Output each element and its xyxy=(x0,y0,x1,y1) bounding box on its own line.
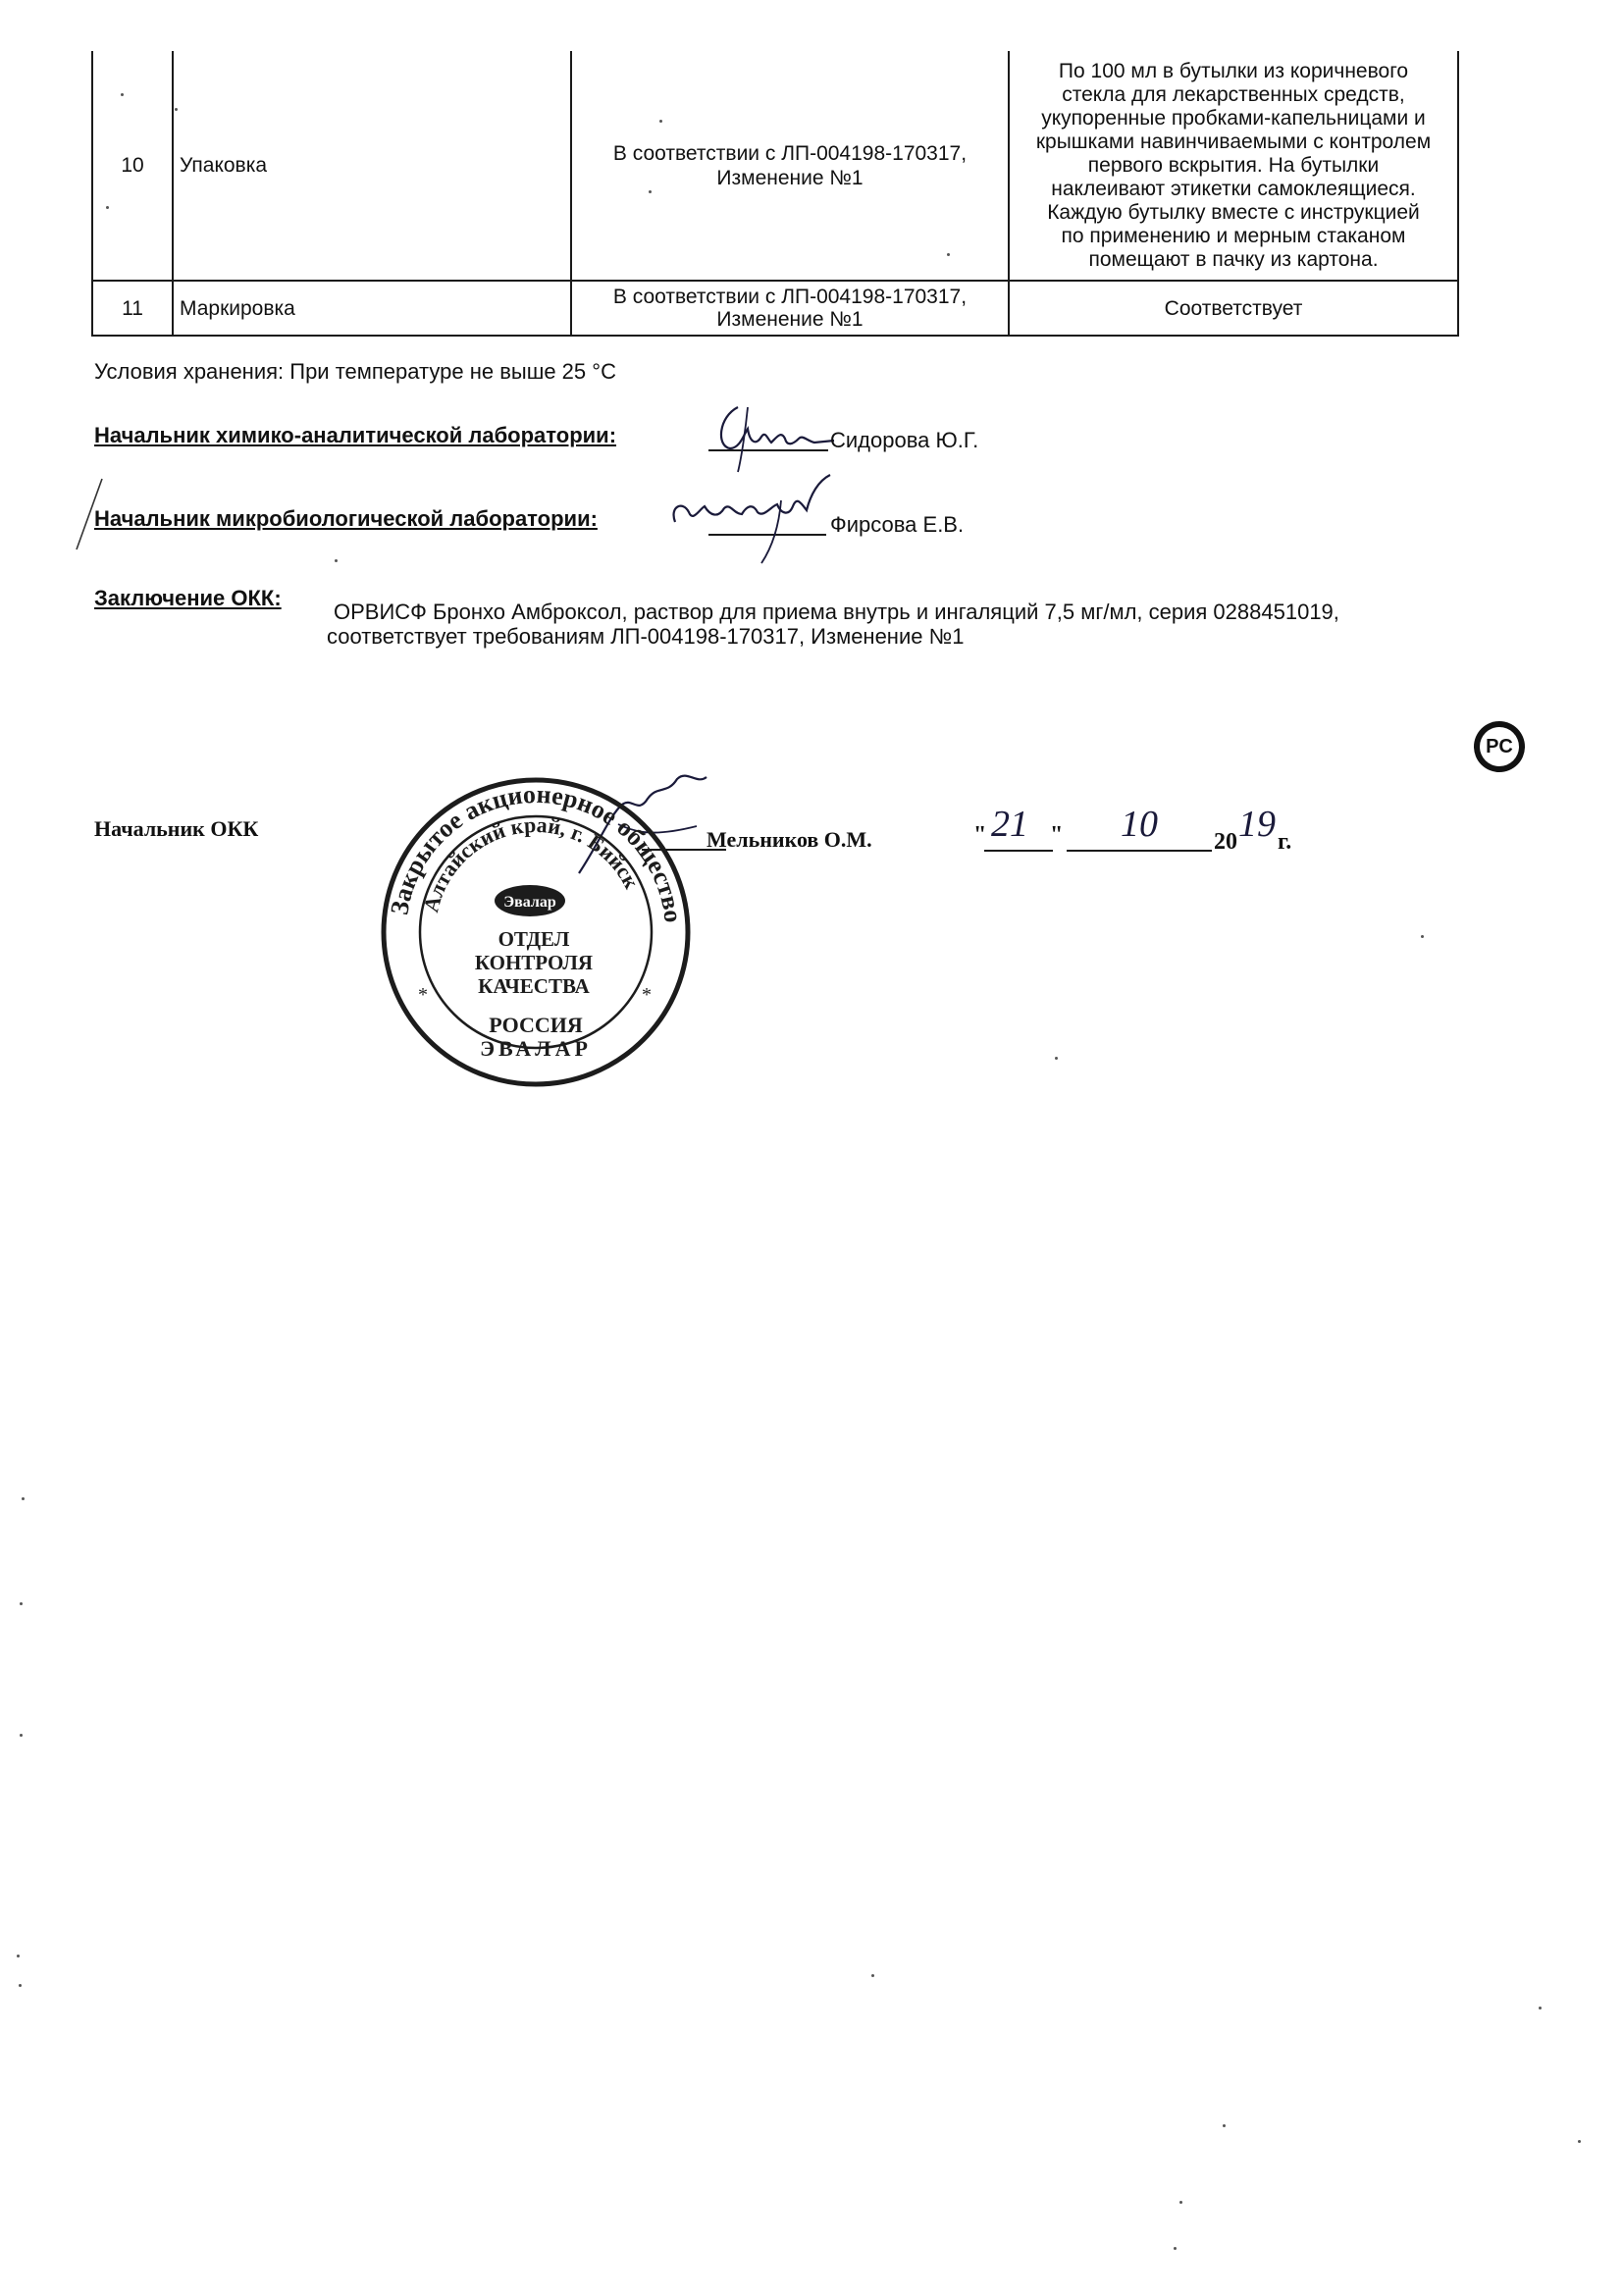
table-row xyxy=(92,281,1458,336)
table-row xyxy=(92,51,1458,281)
row-result xyxy=(1009,51,1458,281)
row-requirement xyxy=(571,51,1009,281)
requirement-line: Изменение №1 xyxy=(716,308,864,331)
requirement-line: Изменение №1 xyxy=(716,166,864,189)
scan-speck xyxy=(1179,2201,1182,2204)
certification-mark-icon xyxy=(1474,721,1525,772)
result-line: крышками навинчиваемыми с контролем xyxy=(1035,130,1432,153)
scan-speck xyxy=(659,120,662,123)
row-result: Соответствует xyxy=(1009,281,1458,336)
scan-speck xyxy=(947,253,950,256)
okk-head-name: Мельников О.М. xyxy=(707,827,872,852)
specification-table xyxy=(91,51,1459,337)
micro-lab-head-name: Фирсова Е.В. xyxy=(830,512,965,537)
stamp-ring-text: Закрытое акционерное общество xyxy=(385,779,688,924)
certification-mark-text: PC xyxy=(1480,727,1519,766)
stamp-center-line: КОНТРОЛЯ xyxy=(474,951,594,974)
okk-head-title: Начальник ОКК xyxy=(94,816,259,841)
requirement-line: В соответствии с ЛП-004198-170317, xyxy=(612,286,968,308)
stamp-inner-ring-text: Алтайский край, г. Бийск xyxy=(418,811,645,915)
scan-speck xyxy=(1223,2124,1226,2127)
stamp-center-line: ОТДЕЛ xyxy=(497,927,570,951)
result-line: По 100 мл в бутылки из коричневого xyxy=(1058,59,1409,82)
storage-conditions: Условия хранения: При температуре не выше 25 °С xyxy=(94,359,616,384)
scan-speck xyxy=(20,1602,23,1605)
row-requirement xyxy=(571,281,1009,336)
scan-speck xyxy=(106,206,109,209)
date-year-prefix: 20 xyxy=(1214,829,1237,855)
scan-speck xyxy=(871,1974,874,1977)
scan-speck xyxy=(121,93,124,96)
conclusion-label: Заключение ОКК: xyxy=(94,586,282,610)
scan-speck xyxy=(1539,2007,1542,2009)
scan-speck xyxy=(1578,2140,1581,2143)
result-line: укупоренные пробками-капельницами и xyxy=(1041,106,1426,130)
scan-speck xyxy=(17,1955,20,1957)
scan-speck xyxy=(175,108,178,111)
result-line: Каждую бутылку вместе с инструкцией xyxy=(1047,200,1420,224)
date-day-line xyxy=(984,850,1053,852)
stamp-star-icon: * xyxy=(418,984,428,1006)
handwritten-signature xyxy=(663,461,840,569)
date-day: 21 xyxy=(991,804,1028,845)
scan-speck xyxy=(1174,2247,1177,2250)
date-g: г. xyxy=(1278,829,1292,855)
result-line: стекла для лекарственных средств, xyxy=(1062,82,1405,106)
date-quote-close: " xyxy=(1050,822,1064,848)
scan-speck xyxy=(1055,1057,1058,1060)
quality-control-stamp xyxy=(379,775,693,1089)
scan-speck xyxy=(22,1497,25,1500)
conclusion-line: ОРВИСФ Бронхо Амброксол, раствор для приема внутрь и ингаляций 7,5 мг/мл, серия 0288451019, xyxy=(334,600,1339,624)
date-month-line xyxy=(1067,850,1212,852)
scan-speck xyxy=(20,1734,23,1737)
result-line: первого вскрытия. На бутылки xyxy=(1087,153,1380,177)
chem-lab-head-name: Сидорова Ю.Г. xyxy=(830,428,979,452)
row-number: 10 xyxy=(92,51,173,281)
result-line: наклеивают этикетки самоклеящиеся. xyxy=(1051,177,1416,200)
pen-mark xyxy=(69,475,108,553)
row-parameter: Упаковка xyxy=(173,51,571,281)
stamp-star-icon: * xyxy=(642,984,652,1006)
scan-speck xyxy=(649,190,652,193)
stamp-bottom-line: РОССИЯ xyxy=(489,1013,583,1037)
stamp-center-line: КАЧЕСТВА xyxy=(478,974,590,998)
date-year-suffix: 19 xyxy=(1238,804,1276,845)
scan-speck xyxy=(19,1984,22,1987)
date-month: 10 xyxy=(1121,804,1158,845)
requirement-line: В соответствии с ЛП-004198-170317, xyxy=(612,141,968,165)
chem-lab-head-title: Начальник химико-аналитической лаборатории: xyxy=(94,423,617,447)
row-parameter: Маркировка xyxy=(173,281,571,336)
result-line: по применению и мерным стаканом xyxy=(1061,224,1406,247)
date-quote-open: " xyxy=(973,822,987,848)
stamp-logo-text: Эвалар xyxy=(503,894,556,911)
stamp-bottom-line: ЭВАЛАР xyxy=(480,1036,592,1061)
result-line: помещают в пачку из картона. xyxy=(1088,247,1379,271)
scan-speck xyxy=(1421,935,1424,938)
row-number: 11 xyxy=(92,281,173,336)
conclusion-line: соответствует требованиям ЛП-004198-170317, Изменение №1 xyxy=(327,624,965,649)
micro-lab-head-title: Начальник микробиологической лаборатории: xyxy=(94,506,598,531)
scan-speck xyxy=(335,559,338,562)
